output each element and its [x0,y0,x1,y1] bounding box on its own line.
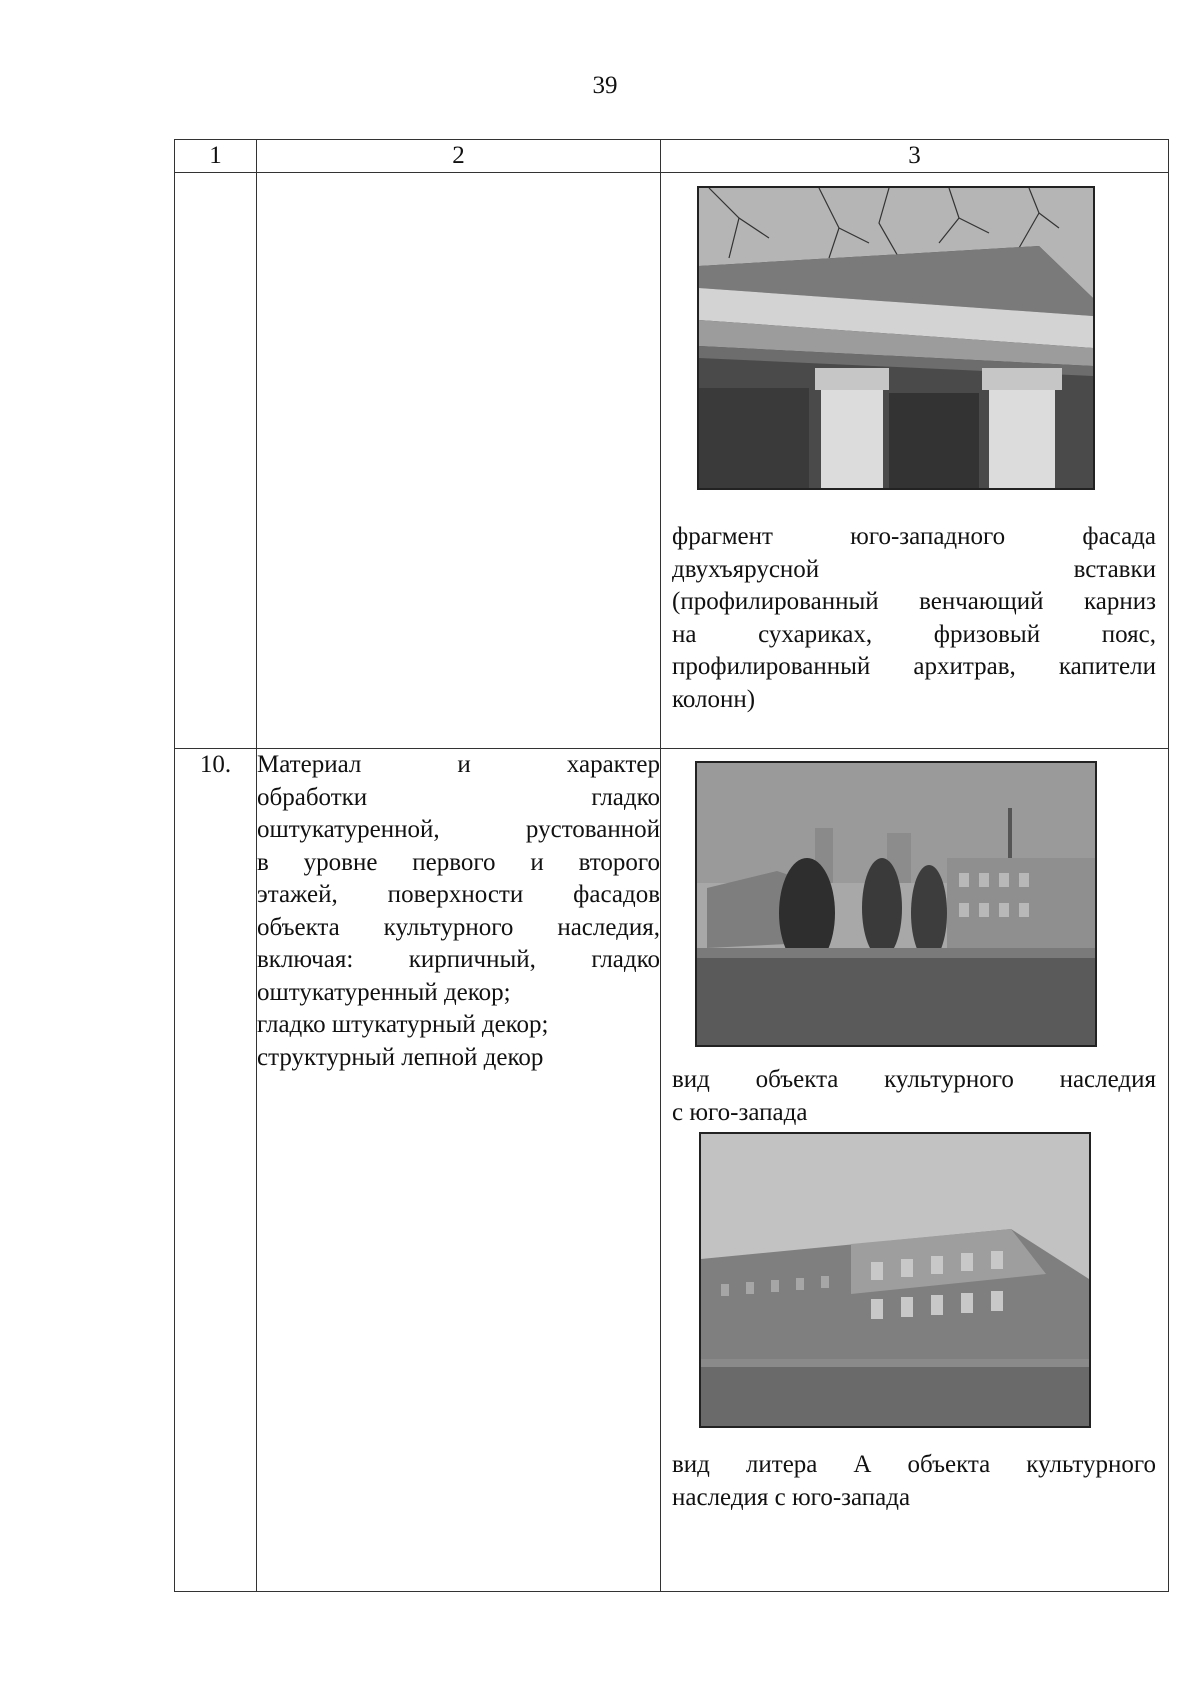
caption-line: фрагмент юго-западного фасада [672,523,1156,550]
heritage-table [174,139,1169,1592]
caption-line: вид объекта культурного наследия [672,1066,1156,1093]
table-row [175,173,1169,749]
photo-caption-southwest [672,1064,1156,1129]
row-photos [661,749,1169,1592]
row-number [175,173,257,749]
caption-line: колонн) [672,685,756,713]
photo-caption-cornice [672,521,1156,716]
column-header-1: 1 [175,140,257,173]
description-line: оштукатуренный декор; [257,978,511,1006]
description-line: в уровне первого и второго [257,848,660,876]
description-line: оштукатуренной, рустованной [257,816,660,843]
row-photos [661,173,1169,749]
row-description [257,173,661,749]
row-description [257,749,661,1592]
caption-line: вид литера А объекта культурного [672,1451,1156,1478]
photo-building-southwest [695,761,1097,1047]
column-header-3: 3 [661,140,1169,173]
table-row [175,749,1169,1592]
row-number: 10. [175,749,257,1592]
page-number: 39 [592,72,618,99]
caption-line: (профилированный венчающий карниз [672,588,1156,615]
caption-line: наследия с юго-запада [672,1483,911,1511]
photo-caption-litera-a [672,1449,1156,1514]
description-line: этажей, поверхности фасадов [257,881,660,908]
description-line: обработки гладко [257,783,660,811]
caption-line: профилированный архитрав, капители [672,653,1156,680]
column-header-2: 2 [257,140,661,173]
photo-building-litera-a [699,1132,1091,1428]
table-header-row [175,140,1169,173]
photo-cornice-columns [697,186,1095,490]
description-line: включая: кирпичный, гладко [257,946,660,973]
description-line: гладко штукатурный декор; [257,1011,549,1038]
caption-line: двухъярусной вставки [672,555,1156,583]
caption-line: с юго-запада [672,1098,808,1126]
description-line: структурный лепной декор [257,1043,544,1071]
caption-line: на сухариках, фризовый пояс, [672,620,1156,648]
description-line: Материал и характер [257,751,660,778]
description-line: объекта культурного наследия, [257,913,660,941]
